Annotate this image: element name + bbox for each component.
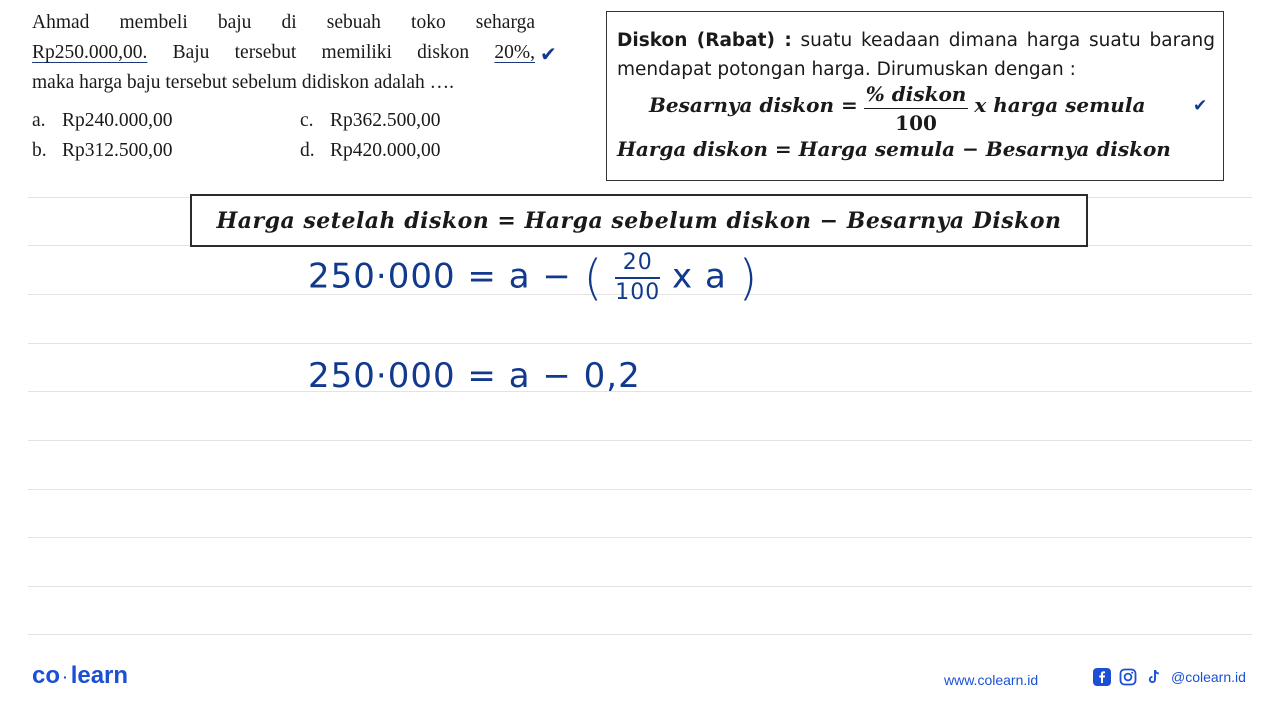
option-d[interactable] xyxy=(300,140,441,162)
ruled-line xyxy=(28,586,1252,587)
formula-rhs: x harga semula xyxy=(974,93,1146,118)
step1-numerator: 20 xyxy=(615,251,660,279)
question-text xyxy=(32,8,535,98)
option-text: Rp362.500,00 xyxy=(330,110,441,131)
ruled-line xyxy=(28,440,1252,441)
step1-tail: x a xyxy=(672,256,727,297)
fraction-numerator: % diskon xyxy=(864,82,969,109)
close-paren: ) xyxy=(738,250,759,306)
social-handle[interactable]: @colearn.id xyxy=(1171,669,1246,685)
option-b[interactable] xyxy=(32,140,173,162)
ruled-line xyxy=(28,634,1252,635)
discounted-price-formula: Harga diskon = Harga semula − Besarnya diskon xyxy=(617,137,1171,161)
fraction-denominator: 100 xyxy=(895,111,937,135)
question-line-1: Ahmad membeli baju di sebuah toko seharga xyxy=(32,12,535,33)
option-c[interactable] xyxy=(300,110,441,132)
definition-text xyxy=(617,26,1215,84)
option-a[interactable] xyxy=(32,110,173,132)
social-links xyxy=(1093,668,1246,686)
question-line-2 xyxy=(32,38,535,68)
price-value: Rp250.000,00. xyxy=(32,42,148,63)
main-formula: Harga setelah diskon = Harga sebelum diskon − Besarnya Diskon xyxy=(216,207,1062,234)
logo-right: learn xyxy=(70,662,129,689)
option-text: Rp420.000,00 xyxy=(330,140,441,161)
handwritten-step-1 xyxy=(308,250,758,306)
discount-value: 20%, xyxy=(494,42,535,63)
option-text: Rp312.500,00 xyxy=(62,140,173,161)
instagram-icon[interactable] xyxy=(1119,668,1137,686)
step1-denominator: 100 xyxy=(615,280,661,305)
formula-lhs: Besarnya diskon = xyxy=(649,93,858,118)
logo-left: co xyxy=(32,662,61,689)
definition-box xyxy=(606,11,1224,181)
logo-dot: · xyxy=(63,668,68,685)
website-link[interactable]: www.colearn.id xyxy=(944,672,1039,688)
step1-fraction xyxy=(615,251,660,305)
question-line-2-mid: Baju tersebut memiliki diskon xyxy=(147,42,495,63)
check-mark-icon: ✔ xyxy=(540,42,557,66)
open-paren: ( xyxy=(583,250,604,306)
option-letter: c. xyxy=(300,110,314,131)
option-letter: b. xyxy=(32,140,47,161)
option-text: Rp240.000,00 xyxy=(62,110,173,131)
main-formula-box xyxy=(190,194,1088,247)
check-mark-icon: ✔ xyxy=(1193,96,1208,116)
step1-lhs: 250·000 = a − xyxy=(308,256,572,297)
formula-fraction xyxy=(864,82,969,135)
ruled-line xyxy=(28,489,1252,490)
definition-body: suatu keadaan dimana harga suatu barang mendapat potongan harga. Dirumuskan dengan : xyxy=(617,30,1215,80)
handwritten-step-2: 250·000 = a − 0,2 xyxy=(308,356,641,396)
ruled-line xyxy=(28,343,1252,344)
option-letter: a. xyxy=(32,110,46,131)
option-letter: d. xyxy=(300,140,315,161)
ruled-line xyxy=(28,537,1252,538)
definition-term: Diskon (Rabat) : xyxy=(617,30,792,51)
tiktok-icon[interactable] xyxy=(1145,668,1163,686)
facebook-icon[interactable] xyxy=(1093,668,1111,686)
discount-formula xyxy=(649,82,1145,135)
question-line-3: maka harga baju tersebut sebelum didiskon adalah …. xyxy=(32,72,455,93)
colearn-logo xyxy=(32,662,128,690)
